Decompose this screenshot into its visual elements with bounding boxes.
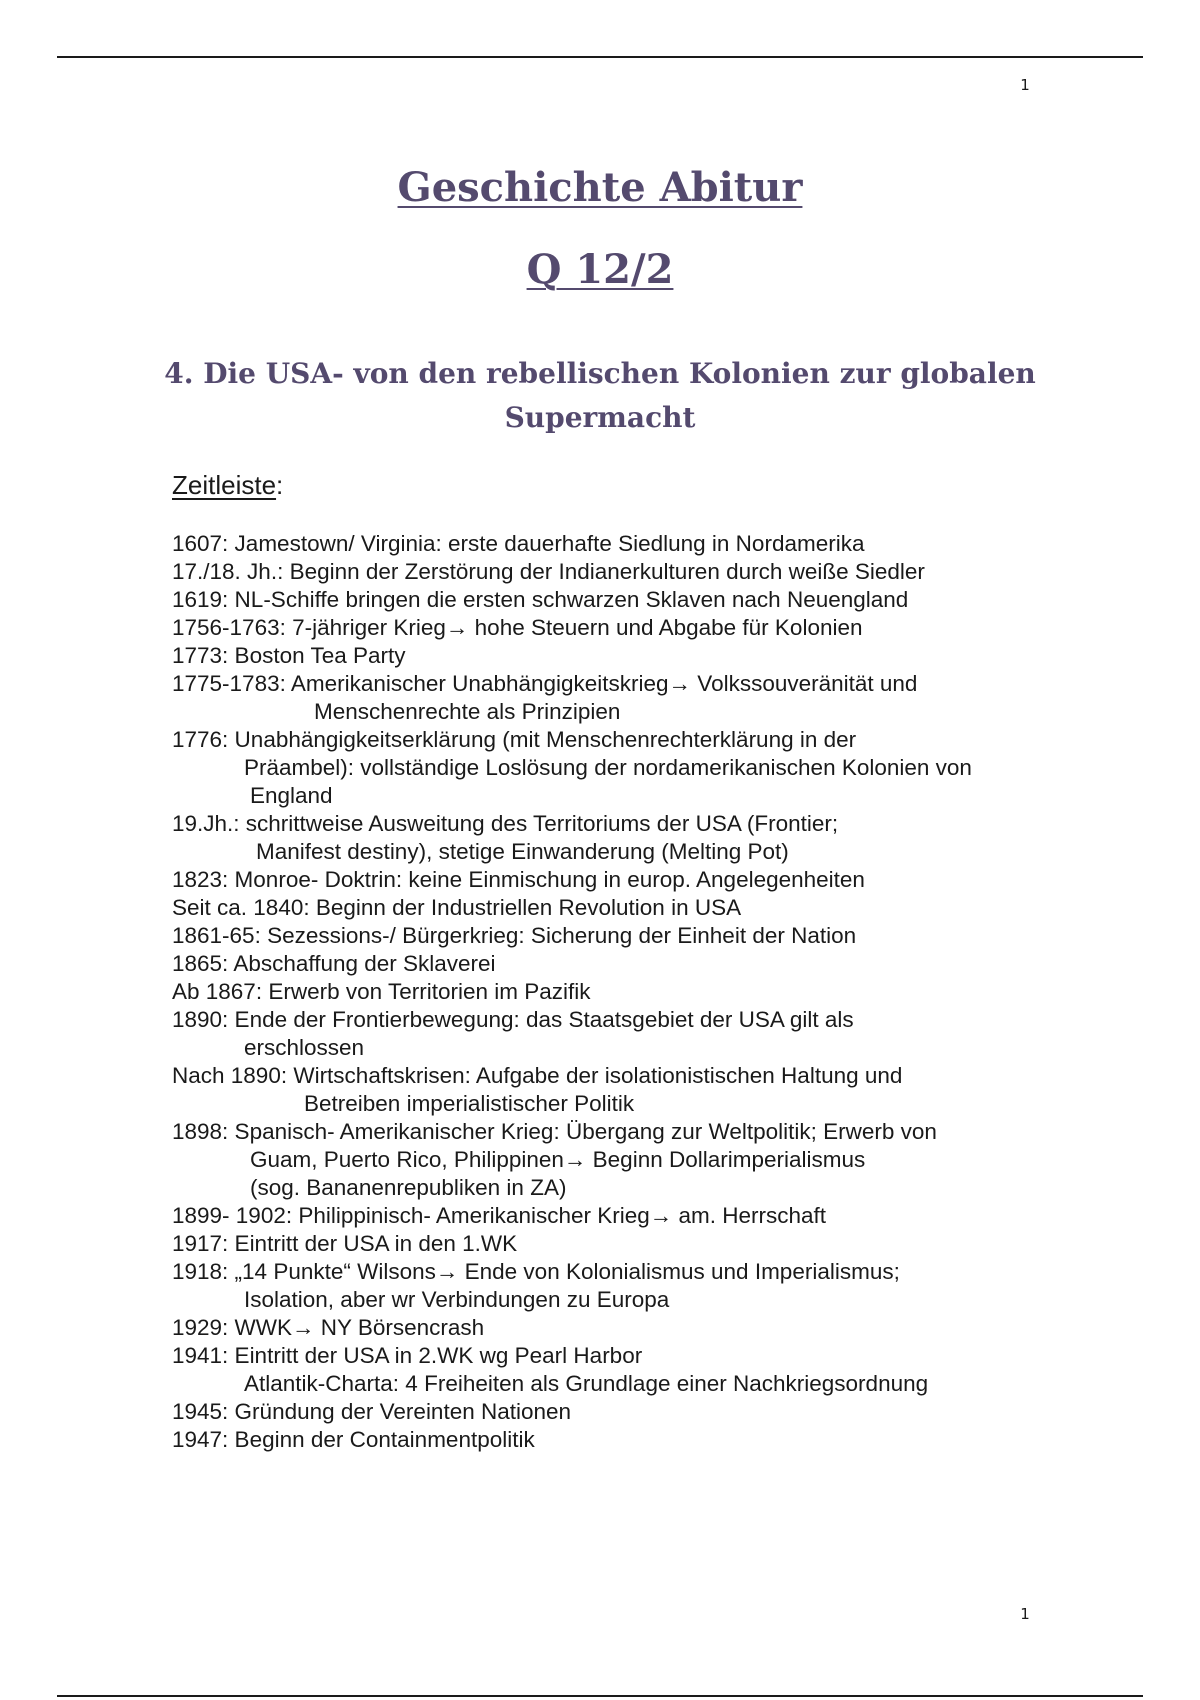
timeline-entry-text: 1756-1763: 7-jähriger Krieg→ hohe Steuern und Abgabe für Kolonien xyxy=(172,615,863,640)
timeline-entry-continuation: erschlossen xyxy=(244,1035,365,1060)
timeline-entry-continuation: Isolation, aber wr Verbindungen zu Europa xyxy=(244,1287,670,1312)
timeline-entry-continuation: Betreiben imperialistischer Politik xyxy=(304,1091,635,1116)
timeline-entry-text: 1947: Beginn der Containmentpolitik xyxy=(172,1427,535,1452)
timeline-entry xyxy=(172,978,1072,1006)
timeline-entry-text: 19.Jh.: schrittweise Ausweitung des Territoriums der USA (Frontier; xyxy=(172,811,839,836)
timeline-entry-text: 1619: NL-Schiffe bringen die ersten schwarzen Sklaven nach Neuengland xyxy=(172,587,909,612)
timeline-entry-text: 1775-1783: Amerikanischer Unabhängigkeitskrieg→ Volkssouveränität und xyxy=(172,671,918,696)
chapter-heading-line1: 4. Die USA- von den rebellischen Kolonien zur globalen xyxy=(164,357,1036,390)
timeline-entry xyxy=(172,1006,1072,1062)
timeline-entry xyxy=(172,726,1072,810)
timeline-entry xyxy=(172,1202,1072,1230)
timeline-entry-continuation: Präambel): vollständige Loslösung der nordamerikanischen Kolonien von xyxy=(244,755,972,780)
timeline-entry-text: 1917: Eintritt der USA in den 1.WK xyxy=(172,1231,518,1256)
timeline-entry xyxy=(172,1314,1072,1342)
timeline-entry xyxy=(172,642,1072,670)
timeline-entry xyxy=(172,1258,1072,1314)
timeline-entry xyxy=(172,670,1072,726)
timeline-entry-text: Seit ca. 1840: Beginn der Industriellen Revolution in USA xyxy=(172,895,742,920)
timeline-entry-text: 1929: WWK→ NY Börsencrash xyxy=(172,1315,485,1340)
timeline-entry-continuation: (sog. Bananenrepubliken in ZA) xyxy=(250,1175,567,1200)
timeline-list xyxy=(172,530,1072,1454)
timeline-entry-continuation: England xyxy=(250,783,333,808)
document-title: Geschichte Abitur xyxy=(397,164,803,211)
timeline-entry-text: 1899- 1902: Philippinisch- Amerikanischer Krieg→ am. Herrschaft xyxy=(172,1203,827,1228)
timeline-entry xyxy=(172,922,1072,950)
timeline-entry xyxy=(172,558,1072,586)
chapter-heading-line2: Supermacht xyxy=(504,401,696,434)
timeline-entry-text: 1865: Abschaffung der Sklaverei xyxy=(172,951,496,976)
page-number-bottom: 1 xyxy=(1020,1605,1030,1623)
timeline-entry xyxy=(172,1230,1072,1258)
timeline-entry-text: 1861-65: Sezessions-/ Bürgerkrieg: Sicherung der Einheit der Nation xyxy=(172,923,857,948)
timeline-entry-text: 1607: Jamestown/ Virginia: erste dauerhafte Siedlung in Nordamerika xyxy=(172,531,865,556)
timeline-entry-text: 17./18. Jh.: Beginn der Zerstörung der Indianerkulturen durch weiße Siedler xyxy=(172,559,925,584)
timeline-label-text: Zeitleiste xyxy=(172,470,277,500)
timeline-entry xyxy=(172,1118,1072,1202)
timeline-entry-text: 1945: Gründung der Vereinten Nationen xyxy=(172,1399,572,1424)
timeline-entry xyxy=(172,810,1072,866)
top-rule xyxy=(57,56,1143,58)
timeline-entry-continuation: Manifest destiny), stetige Einwanderung (Melting Pot) xyxy=(256,839,789,864)
timeline-entry xyxy=(172,1426,1072,1454)
timeline-entry xyxy=(172,894,1072,922)
timeline-entry-text: Nach 1890: Wirtschaftskrisen: Aufgabe der isolationistischen Haltung und xyxy=(172,1063,903,1088)
timeline-entry-text: 1823: Monroe- Doktrin: keine Einmischung in europ. Angelegenheiten xyxy=(172,867,865,892)
timeline-entry-text: 1773: Boston Tea Party xyxy=(172,643,406,668)
timeline-entry-continuation: Menschenrechte als Prinzipien xyxy=(314,699,621,724)
timeline-entry xyxy=(172,586,1072,614)
timeline-entry-text: 1890: Ende der Frontierbewegung: das Staatsgebiet der USA gilt als xyxy=(172,1007,854,1032)
timeline-entry-text: Ab 1867: Erwerb von Territorien im Pazifik xyxy=(172,979,591,1004)
timeline-entry-continuation: Guam, Puerto Rico, Philippinen→ Beginn Dollarimperialismus xyxy=(250,1147,866,1172)
timeline-entry xyxy=(172,950,1072,978)
timeline-entry xyxy=(172,866,1072,894)
timeline-label-colon: : xyxy=(276,470,284,500)
bottom-rule xyxy=(57,1695,1143,1697)
chapter-heading xyxy=(140,352,1060,440)
timeline-entry-text: 1918: „14 Punkte“ Wilsons→ Ende von Kolonialismus und Imperialismus; xyxy=(172,1259,900,1284)
timeline-entry-text: 1941: Eintritt der USA in 2.WK wg Pearl Harbor xyxy=(172,1343,643,1368)
timeline-entry xyxy=(172,1342,1072,1398)
timeline-entry xyxy=(172,614,1072,642)
timeline-entry-text: 1898: Spanisch- Amerikanischer Krieg: Übergang zur Weltpolitik; Erwerb von xyxy=(172,1119,937,1144)
document-subtitle: Q 12/2 xyxy=(526,246,674,293)
timeline-entry xyxy=(172,1398,1072,1426)
timeline-entry-text: 1776: Unabhängigkeitserklärung (mit Menschenrechterklärung in der xyxy=(172,727,857,752)
timeline-label xyxy=(172,470,283,501)
timeline-entry xyxy=(172,530,1072,558)
page-number-top: 1 xyxy=(1020,76,1030,94)
timeline-entry xyxy=(172,1062,1072,1118)
timeline-entry-continuation: Atlantik-Charta: 4 Freiheiten als Grundlage einer Nachkriegsordnung xyxy=(244,1371,929,1396)
